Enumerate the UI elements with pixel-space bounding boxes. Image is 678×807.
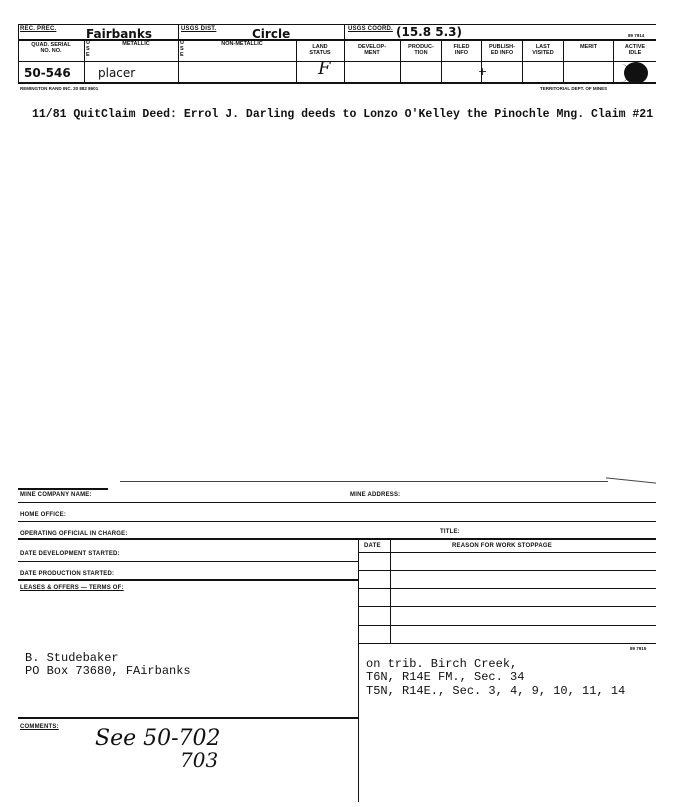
nonmetallic-label: NON-METALLIC: [221, 41, 263, 47]
home-office-label: HOME OFFICE:: [20, 512, 67, 518]
rec-prec-label: REC. PREC.: [20, 26, 57, 32]
form-number-top: 89 7914: [628, 33, 645, 38]
department-imprint: TERRITORIAL DEPT. OF MINES: [540, 86, 608, 91]
filed-info-value: +: [478, 65, 488, 78]
usgs-coord-value: (15.8 5.3): [396, 25, 463, 39]
date-column-label: DATE: [364, 543, 381, 549]
date-production-started-label: DATE PRODUCTION STARTED:: [20, 571, 115, 577]
metallic-label: METALLIC: [122, 41, 150, 47]
owner-address: PO Box 73680, FAirbanks: [25, 664, 191, 678]
usgs-coord-label: USGS COORD.: [348, 26, 393, 32]
metallic-value: placer: [98, 66, 136, 80]
operating-official-label: OPERATING OFFICIAL IN CHARGE:: [20, 531, 128, 537]
use-metallic-label: U S E: [86, 40, 90, 58]
date-development-started-label: DATE DEVELOPMENT STARTED:: [20, 551, 120, 557]
production-label: PRODUC- TION: [408, 44, 434, 56]
active-status-arc: [614, 64, 629, 82]
form-number-bottom: 89 7915: [630, 646, 647, 651]
work-stoppage-column-label: REASON FOR WORK STOPPAGE: [452, 543, 552, 549]
filed-info-label: FILED INFO: [453, 44, 470, 56]
development-label: DEVELOP- MENT: [357, 44, 387, 56]
comment-line-1: See 50-702: [95, 726, 221, 751]
record-entry: 11/81 QuitClaim Deed: Errol J. Darling deeds to Lonzo O'Kelley the Pinochle Mng. Claim #21: [32, 108, 654, 121]
usgs-dist-label: USGS DIST.: [181, 26, 217, 32]
land-status-value: F: [318, 58, 331, 79]
last-visited-label: LAST VISITED: [532, 44, 554, 56]
usgs-dist-value: Circle: [252, 27, 291, 41]
location-line-3: T5N, R14E., Sec. 3, 4, 9, 10, 11, 14: [366, 684, 626, 698]
land-status-label: LAND STATUS: [309, 44, 331, 56]
leases-offers-label: LEASES & OFFERS — TERMS OF:: [20, 585, 124, 591]
location-line-2: T6N, R14E FM., Sec. 34: [366, 670, 525, 684]
merit-label: MERIT: [579, 44, 598, 50]
active-idle-label: ACTIVE IDLE: [624, 44, 646, 56]
published-info-label: PUBLISH- ED INFO: [489, 44, 515, 56]
comments-label: COMMENTS:: [20, 724, 59, 730]
rec-prec-value: Fairbanks: [86, 27, 152, 41]
mine-address-label: MINE ADDRESS:: [350, 492, 401, 498]
printer-imprint: REMINGTON RAND INC. 20 882 8601: [20, 86, 99, 91]
mine-company-name-label: MINE COMPANY NAME:: [20, 492, 92, 498]
serial-number: 50-546: [24, 66, 71, 80]
comment-line-2: 703: [180, 748, 219, 772]
location-line-1: on trib. Birch Creek,: [366, 657, 518, 671]
quad-serial-label: QUAD. SERIAL NO. NO.: [31, 42, 71, 54]
owner-name: B. Studebaker: [25, 651, 119, 665]
use-nonmetallic-label: U S E: [180, 40, 184, 58]
title-label: TITLE:: [440, 529, 460, 535]
